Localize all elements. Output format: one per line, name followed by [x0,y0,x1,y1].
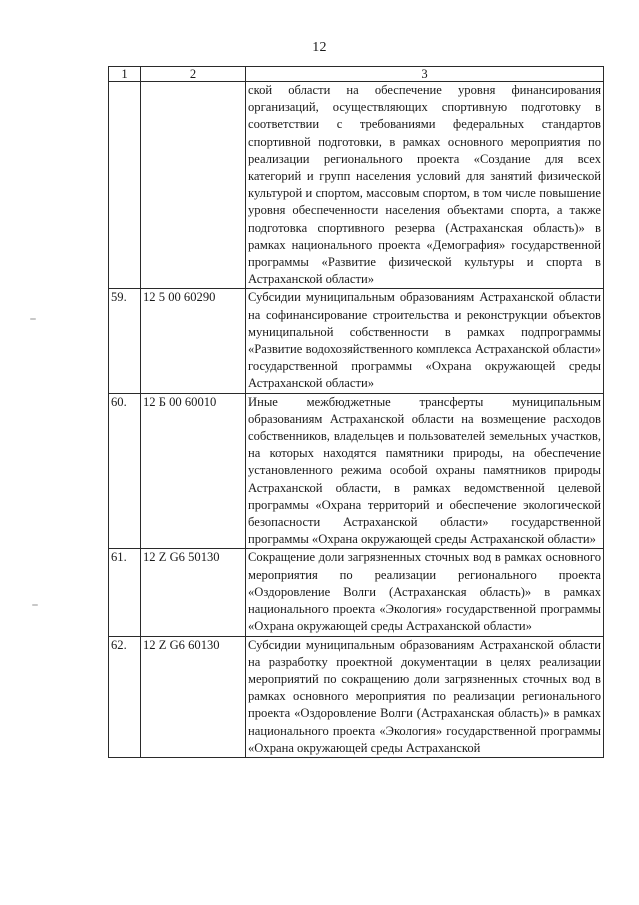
appendix-table [108,66,604,758]
column-header: 2 [141,67,246,82]
table-row [109,549,604,636]
row-description: Иные межбюджетные трансферты муниципальным образованиям Астраханской области на возмещение расходов собственников, владельцев и пользователей земельных участков, на которых находятся памятники природы, на обеспечение установленного режима особой охраны памятников природы Астраханской области, в рамках ведомственной целевой программы «Охрана территорий и обеспечение экологической безопасности Астраханской области» государственной программы «Охрана окружающей среды Астраханской области» [246,393,604,549]
column-header: 1 [109,67,141,82]
scan-artifact [30,318,36,320]
budget-code: 12 Z G6 50130 [141,549,246,636]
budget-code [141,82,246,289]
column-header: 3 [246,67,604,82]
row-number [109,82,141,289]
table-row [109,393,604,549]
row-description: Субсидии муниципальным образованиям Астраханской области на софинансирование строительства и реконструкции объектов муниципальной собственности в рамках подпрограммы «Развитие водохозяйственного комплекса Астраханской области» государственной программы «Охрана окружающей среды Астраханской области» [246,289,604,393]
scan-artifact [32,604,38,606]
table-row [109,82,604,289]
table-row [109,636,604,757]
row-description: Сокращение доли загрязненных сточных вод в рамках основного мероприятия по реализации регионального проекта «Оздоровление Волги (Астраханская область)» в рамках национального проекта «Экология» государственной программы «Охрана окружающей среды Астраханской области» [246,549,604,636]
row-description: ской области на обеспечение уровня финансирования организаций, осуществляющих спортивную подготовку в соответствии с требованиями федеральных стандартов спортивной подготовки, в рамках основного мероприятия по реализации регионального проекта «Создание для всех категорий и групп населения условий для занятий физической культурой и спортом, массовым спортом, в том числе повышение уровня обеспеченности населения объектами спорта, а также подготовка спортивного резерва (Астраханская область)» в рамках национального проекта «Демография» государственной программы «Развитие физической культуры и спорта в Астраханской области» [246,82,604,289]
row-number: 59. [109,289,141,393]
budget-code: 12 Z G6 60130 [141,636,246,757]
row-number: 60. [109,393,141,549]
row-number: 61. [109,549,141,636]
budget-code: 12 Б 00 60010 [141,393,246,549]
row-number: 62. [109,636,141,757]
table-row [109,289,604,393]
table-header-row [109,67,604,82]
row-description: Субсидии муниципальным образованиям Астраханской области на разработку проектной документации в целях реализации мероприятий по сокращению доли загрязненных сточных вод в рамках основного мероприятия по реализации регионального проекта «Оздоровление Волги (Астраханская область)» в рамках национального проекта «Экология» государственной программы «Охрана окружающей среды Астраханской [246,636,604,757]
budget-code: 12 5 00 60290 [141,289,246,393]
page-number: 12 [312,40,327,55]
